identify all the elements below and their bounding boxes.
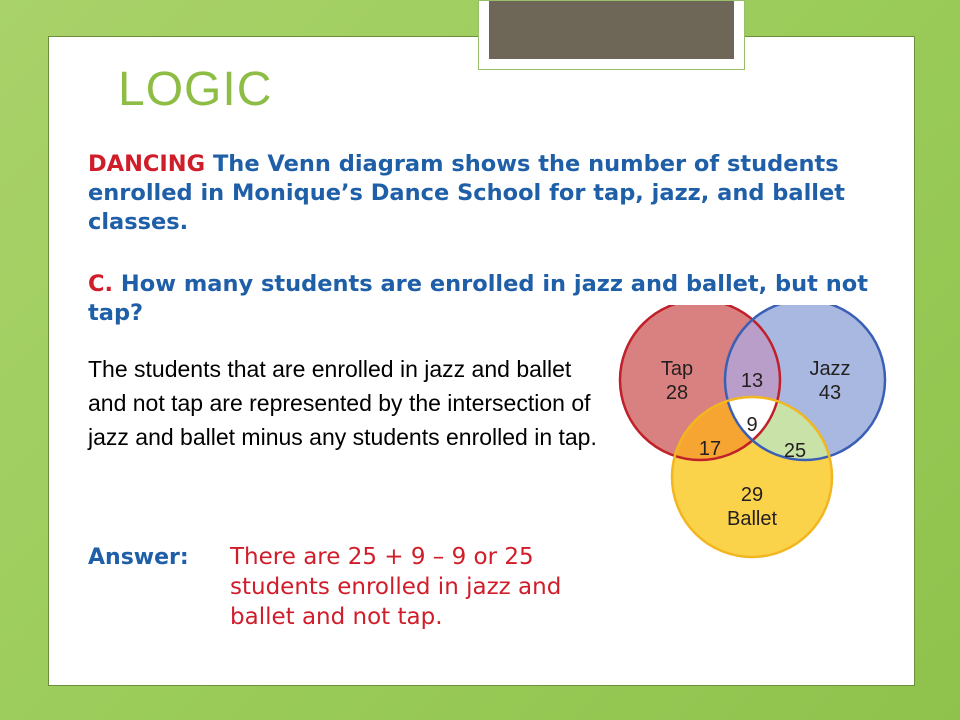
ballet-value: 29 xyxy=(740,484,764,506)
decorative-tab-fill xyxy=(489,1,734,59)
center-value: 9 xyxy=(746,414,758,436)
answer-text: There are 25 + 9 – 9 or 25 students enrolled in jazz and ballet and not tap. xyxy=(230,544,562,630)
question-body: How many students are enrolled in jazz and ballet, but not tap? xyxy=(88,271,868,326)
slide-title: LOGIC xyxy=(118,63,273,116)
tap-value: 28 xyxy=(665,382,689,404)
explanation-text: The students that are enrolled in jazz and ballet and not tap are represented by the intersection of jazz and ballet minus any students enrolled in tap. xyxy=(88,356,597,450)
problem-lead: DANCING xyxy=(88,151,206,177)
ballet-label: Ballet xyxy=(726,508,778,530)
tap-label: Tap xyxy=(660,358,694,380)
problem-body: The Venn diagram shows the number of students enrolled in Monique’s Dance School for tap, jazz, and ballet classes. xyxy=(88,151,846,235)
answer-label: Answer: xyxy=(88,545,189,570)
question-lead: C. xyxy=(88,271,114,297)
decorative-tab xyxy=(478,0,745,70)
jazz-label: Jazz xyxy=(809,358,851,380)
jazz-ballet-value: 25 xyxy=(783,440,807,462)
tap-jazz-value: 13 xyxy=(740,370,764,392)
problem-statement xyxy=(88,150,908,237)
jazz-value: 43 xyxy=(818,382,842,404)
venn-diagram xyxy=(615,305,895,570)
tap-ballet-value: 17 xyxy=(698,438,722,460)
